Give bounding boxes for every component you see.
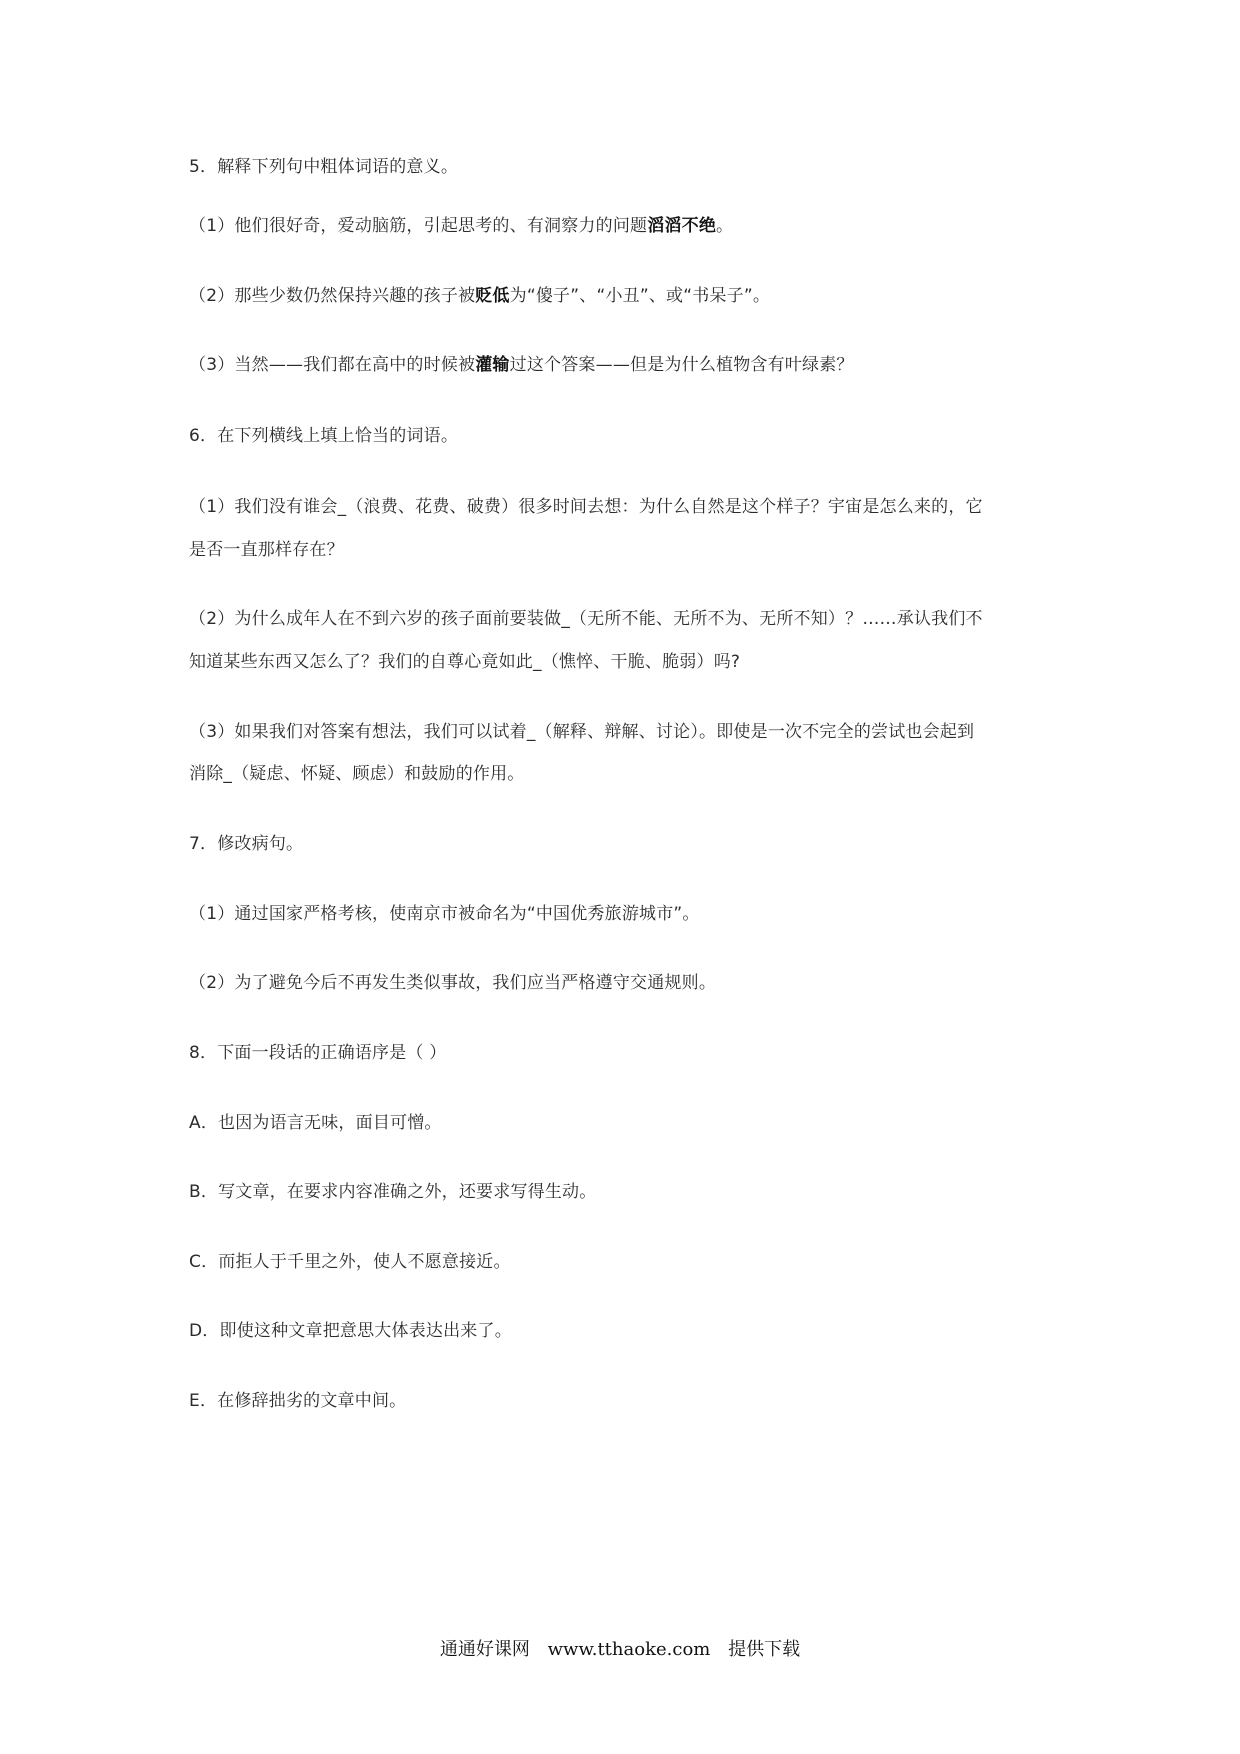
question-8-option-a: A．也因为语言无味，面目可憎。	[189, 1113, 442, 1133]
bold-term: 灌输	[475, 355, 510, 375]
question-8-option-e: E．在修辞拙劣的文章中间。	[189, 1391, 407, 1411]
bold-term: 贬低	[475, 286, 510, 306]
question-8-option-c: C．而拒人于千里之外，使人不愿意接近。	[189, 1252, 511, 1272]
question-6-item-3-line-2: 消除_（疑虑、怀疑、顾虑）和鼓励的作用。	[189, 764, 525, 784]
footer-url[interactable]: www.tthaoke.com	[547, 1639, 711, 1660]
question-6-item-2-line-1: （2）为什么成年人在不到六岁的孩子面前要装做_（无所不能、无所不为、无所不知）？……承认我们不	[189, 609, 983, 629]
question-6-item-3-line-1: （3）如果我们对答案有想法，我们可以试着_（解释、辩解、讨论）。即使是一次不完全的尝试也会起到	[189, 722, 975, 742]
question-6-item-2-line-2: 知道某些东西又怎么了？我们的自尊心竟如此_（憔悴、干脆、脆弱）吗?	[189, 652, 741, 672]
question-7-title: 7．修改病句。	[189, 834, 304, 854]
footer-site-name: 通通好课网	[439, 1639, 530, 1660]
question-5-item-2: （2）那些少数仍然保持兴趣的孩子被贬低为“傻子”、“小丑”、或“书呆子”。	[189, 286, 771, 306]
footer-suffix: 提供下载	[728, 1639, 801, 1660]
question-6-item-1-line-1: （1）我们没有谁会_（浪费、花费、破费）很多时间去想：为什么自然是这个样子？宇宙是怎么来的，它	[189, 497, 983, 517]
question-8-option-b: B．写文章，在要求内容准确之外，还要求写得生动。	[189, 1182, 597, 1202]
question-7-item-2: （2）为了避免今后不再发生类似事故，我们应当严格遵守交通规则。	[189, 973, 717, 993]
bold-term: 滔滔不绝	[647, 216, 717, 236]
question-6-title: 6．在下列横线上填上恰当的词语。	[189, 426, 459, 446]
question-5-item-1: （1）他们很好奇，爱动脑筋，引起思考的、有洞察力的问题滔滔不绝。	[189, 216, 734, 236]
page-footer	[0, 1635, 1240, 1661]
question-7-item-1: （1）通过国家严格考核，使南京市被命名为“中国优秀旅游城市”。	[189, 904, 700, 924]
question-6-item-1-line-2: 是否一直那样存在？	[189, 540, 344, 560]
question-8-option-d: D．即使这种文章把意思大体表达出来了。	[189, 1321, 512, 1341]
question-5-item-3: （3）当然——我们都在高中的时候被灌输过这个答案——但是为什么植物含有叶绿素？	[189, 355, 854, 375]
question-8-title: 8．下面一段话的正确语序是（ ）	[189, 1043, 447, 1063]
question-5-title: 5．解释下列句中粗体词语的意义。	[189, 157, 459, 177]
